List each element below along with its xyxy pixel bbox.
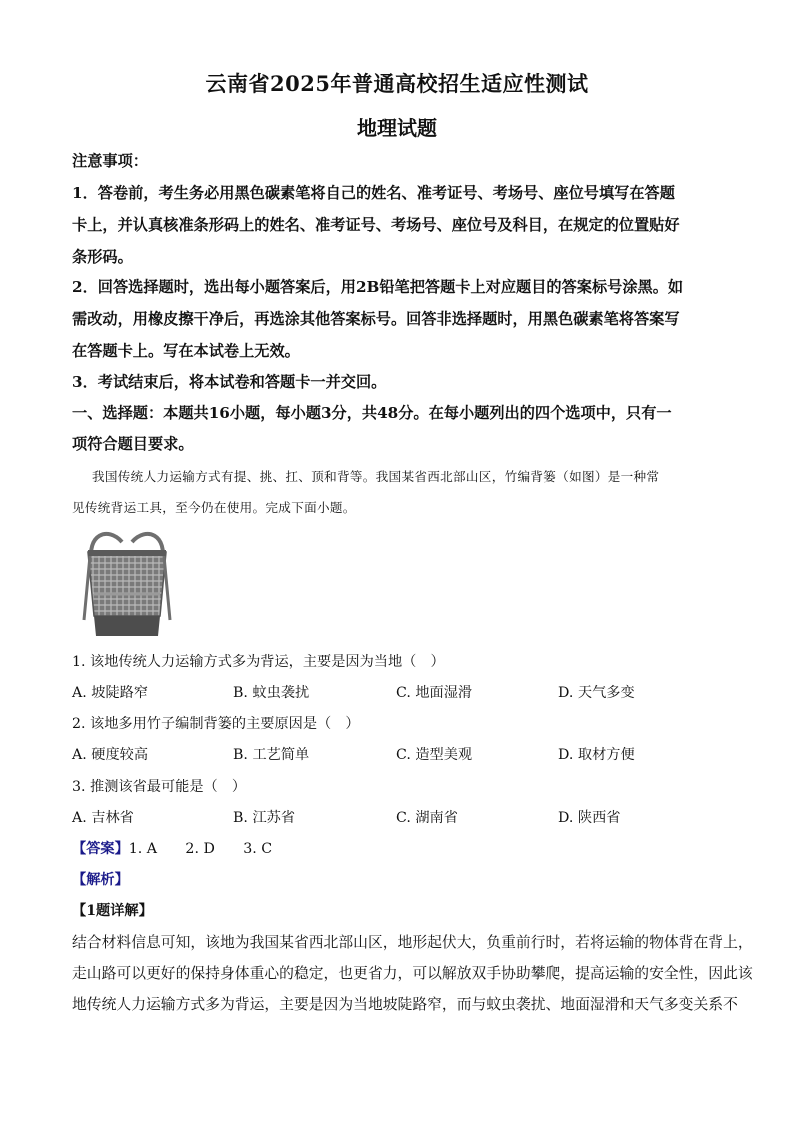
- question-3-option-b[interactable]: B. 江苏省: [233, 810, 296, 826]
- notice-item-1-line-2: 卡上，并认真核准条形码上的姓名、准考证号、考场号、座位号及科目，在规定的位置贴好: [72, 216, 680, 234]
- material-line-2: 见传统背运工具，至今仍在使用。完成下面小题。: [72, 500, 356, 515]
- answer-text: 1. A 2. D 3. C: [128, 841, 273, 857]
- detail-tag: 【1题详解】: [72, 903, 153, 919]
- question-2-option-b[interactable]: B. 工艺简单: [233, 747, 310, 763]
- answer-line: [72, 838, 272, 858]
- question-3-stem: 3. 推测该省最可能是（ ）: [72, 779, 247, 795]
- detail-line-3: 地传统人力运输方式多为背运，主要是因为当地坡陡路窄，而与蚊虫袭扰、地面湿滑和天气多变关系不: [72, 996, 738, 1013]
- question-2-stem: 2. 该地多用竹子编制背篓的主要原因是（ ）: [72, 716, 360, 732]
- notice-item-1-line-3: 条形码。: [72, 248, 133, 266]
- question-1-option-c[interactable]: C. 地面湿滑: [396, 685, 473, 701]
- question-1-option-b[interactable]: B. 蚊虫袭扰: [233, 685, 310, 701]
- question-2-option-c[interactable]: C. 造型美观: [396, 747, 473, 763]
- bamboo-basket-image: [78, 524, 176, 642]
- question-3-option-c[interactable]: C. 湖南省: [396, 810, 458, 826]
- notice-heading: 注意事项：: [72, 152, 148, 170]
- exam-subtitle: 地理试题: [357, 116, 437, 140]
- answer-tag: 【答案】: [72, 841, 129, 857]
- question-1-option-d[interactable]: D. 天气多变: [558, 685, 635, 701]
- notice-item-2-line-2: 需改动，用橡皮擦干净后，再选涂其他答案标号。回答非选择题时，用黑色碳素笔将答案写: [72, 310, 680, 328]
- detail-line-1: 结合材料信息可知，该地为我国某省西北部山区，地形起伏大，负重前行时，若将运输的物体背在背上，: [72, 934, 753, 951]
- notice-item-3: 3．考试结束后，将本试卷和答题卡一并交回。: [72, 373, 387, 391]
- question-1-stem: 1. 该地传统人力运输方式多为背运，主要是因为当地（ ）: [72, 654, 445, 670]
- notice-item-2-line-3: 在答题卡上。写在本试卷上无效。: [72, 342, 300, 360]
- analysis-tag: 【解析】: [72, 872, 129, 888]
- question-2-option-a[interactable]: A. 硬度较高: [72, 747, 149, 763]
- material-line-1: 我国传统人力运输方式有提、挑、扛、顶和背等。我国某省西北部山区，竹编背篓（如图）是一种常: [92, 469, 660, 484]
- notice-item-1-line-1: 1．答卷前，考生务必用黑色碳素笔将自己的姓名、准考证号、考场号、座位号填写在答题: [72, 184, 675, 202]
- section-heading-line-2: 项符合题目要求。: [72, 435, 194, 453]
- question-3-option-d[interactable]: D. 陕西省: [558, 810, 621, 826]
- exam-title: 云南省2025年普通高校招生适应性测试: [205, 71, 589, 96]
- section-heading-line-1: 一、选择题：本题共16小题，每小题3分，共48分。在每小题列出的四个选项中，只有一: [72, 404, 672, 422]
- question-2-option-d[interactable]: D. 取材方便: [558, 747, 635, 763]
- question-3-option-a[interactable]: A. 吉林省: [72, 810, 134, 826]
- detail-line-2: 走山路可以更好的保持身体重心的稳定，也更省力，可以解放双手协助攀爬，提高运输的安全性，因此该: [72, 965, 753, 982]
- notice-item-2-line-1: 2．回答选择题时，选出每小题答案后，用2B铅笔把答题卡上对应题目的答案标号涂黑。如: [72, 278, 684, 296]
- question-1-option-a[interactable]: A. 坡陡路窄: [72, 685, 149, 701]
